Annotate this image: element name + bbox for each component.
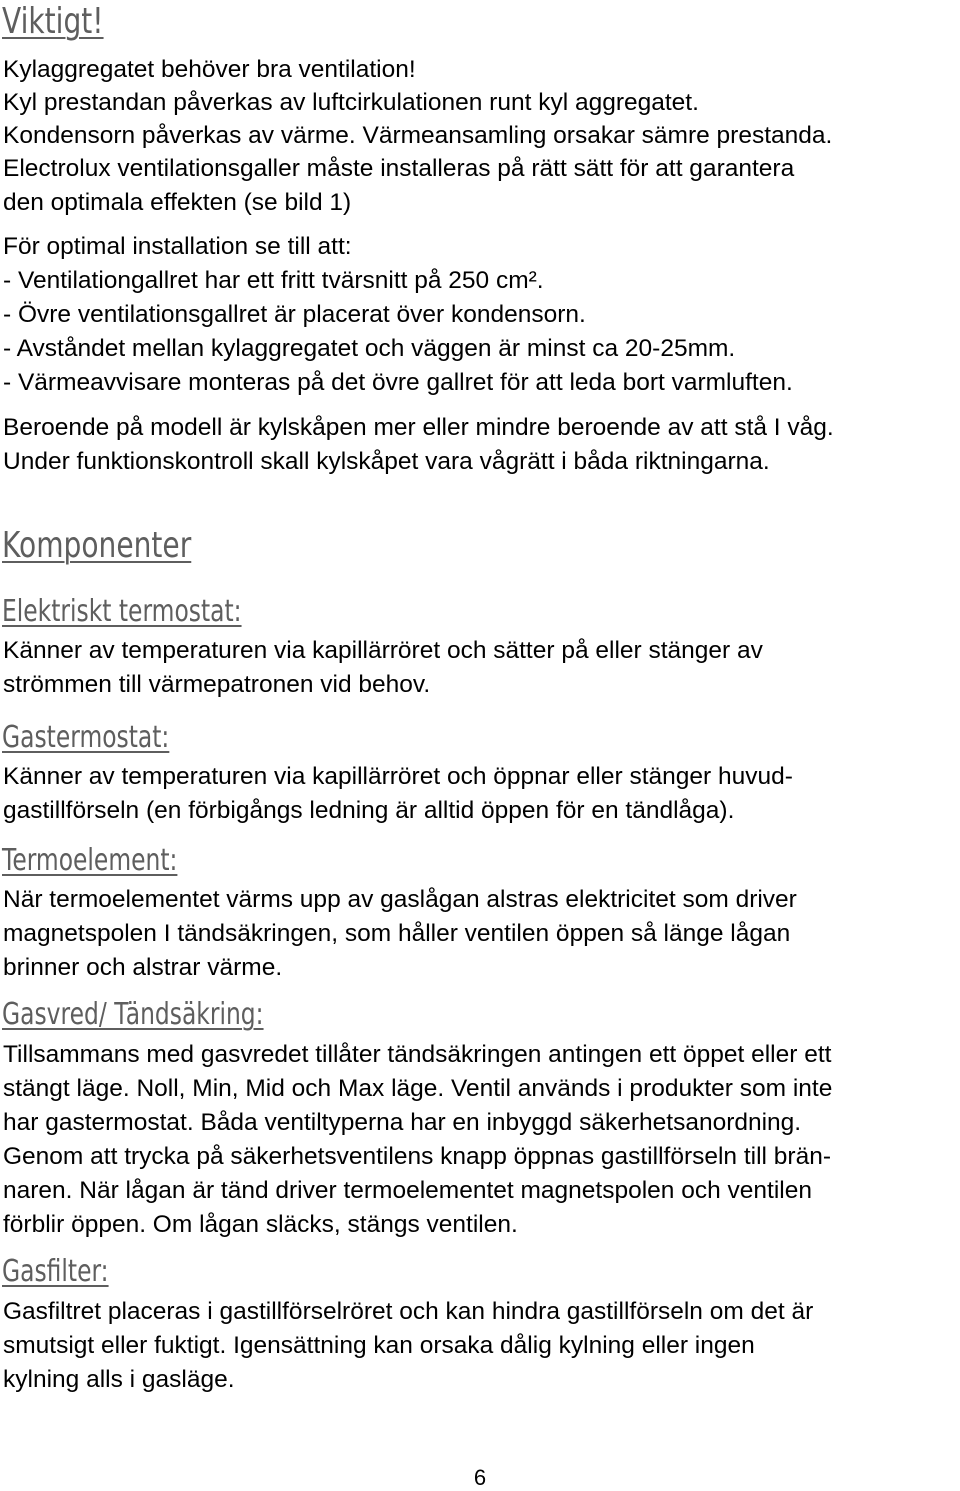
section-line: Gasfiltret placeras i gastillförselröret och kan hindra gastillförseln om det är (3, 1298, 814, 1325)
viktigt-line: Kyl prestandan påverkas av luftcirkulationen runt kyl aggregatet. (3, 89, 699, 116)
viktigt-heading: Viktigt! (2, 1, 104, 42)
checklist-item: - Värmeavvisare monteras på det övre gallret för att leda bort varmluften. (3, 369, 793, 396)
section-heading-elektriskt-termostat: Elektriskt termostat: (2, 594, 242, 629)
section-line: Känner av temperaturen via kapillärröret och öppnar eller stänger huvud- (3, 763, 793, 790)
viktigt-line: Kylaggregatet behöver bra ventilation! (3, 56, 416, 83)
viktigt-line: Electrolux ventilationsgaller måste installeras på rätt sätt för att garantera (3, 155, 795, 182)
level-note-line: Beroende på modell är kylskåpen mer eller mindre beroende av att stå I våg. (3, 414, 834, 441)
section-line: strömmen till värmepatronen vid behov. (3, 671, 431, 698)
section-line: magnetspolen I tändsäkringen, som håller ventilen öppen så länge lågan (3, 920, 791, 947)
section-line: brinner och alstrar värme. (3, 954, 283, 981)
section-heading-gasfilter: Gasfilter: (2, 1254, 109, 1289)
section-line: När termoelementet värms upp av gaslågan alstras elektricitet som driver (3, 886, 797, 913)
checklist-item: - Ventilationgallret har ett fritt tvärsnitt på 250 cm². (3, 267, 544, 294)
section-line: förblir öppen. Om lågan släcks, stängs ventilen. (3, 1211, 518, 1238)
section-line: gastillförseln (en förbigångs ledning är alltid öppen för en tändlåga). (3, 797, 735, 824)
page-number: 6 (473, 1465, 487, 1490)
section-heading-termoelement: Termoelement: (2, 843, 178, 878)
checklist-item: - Avståndet mellan kylaggregatet och väggen är minst ca 20-25mm. (3, 335, 736, 362)
viktigt-line: den optimala effekten (se bild 1) (3, 189, 352, 216)
section-heading-gasvred-tandsakring: Gasvred/ Tändsäkring: (2, 997, 264, 1032)
section-line: naren. När lågan är tänd driver termoelementet magnetspolen och ventilen (3, 1177, 812, 1204)
section-line: Genom att trycka på säkerhetsventilens knapp öppnas gastillförseln till brän- (3, 1143, 831, 1170)
komponenter-heading: Komponenter (2, 525, 192, 566)
section-line: smutsigt eller fuktigt. Igensättning kan orsaka dålig kylning eller ingen (3, 1332, 755, 1359)
section-line: kylning alls i gasläge. (3, 1366, 235, 1393)
section-line: har gastermostat. Båda ventiltyperna har en inbyggd säkerhetsanordning. (3, 1109, 802, 1136)
section-line: Tillsammans med gasvredet tillåter tändsäkringen antingen ett öppet eller ett (3, 1041, 832, 1068)
section-heading-gastermostat: Gastermostat: (2, 720, 170, 755)
checklist-item: - Övre ventilationsgallret är placerat över kondensorn. (3, 301, 586, 328)
checklist-intro: För optimal installation se till att: (3, 233, 352, 260)
viktigt-line: Kondensorn påverkas av värme. Värmeansamling orsakar sämre prestanda. (3, 122, 833, 149)
level-note-line: Under funktionskontroll skall kylskåpet vara vågrätt i båda riktningarna. (3, 448, 770, 475)
section-line: Känner av temperaturen via kapillärröret och sätter på eller stänger av (3, 637, 763, 664)
section-line: stängt läge. Noll, Min, Mid och Max läge. Ventil används i produkter som inte (3, 1075, 833, 1102)
